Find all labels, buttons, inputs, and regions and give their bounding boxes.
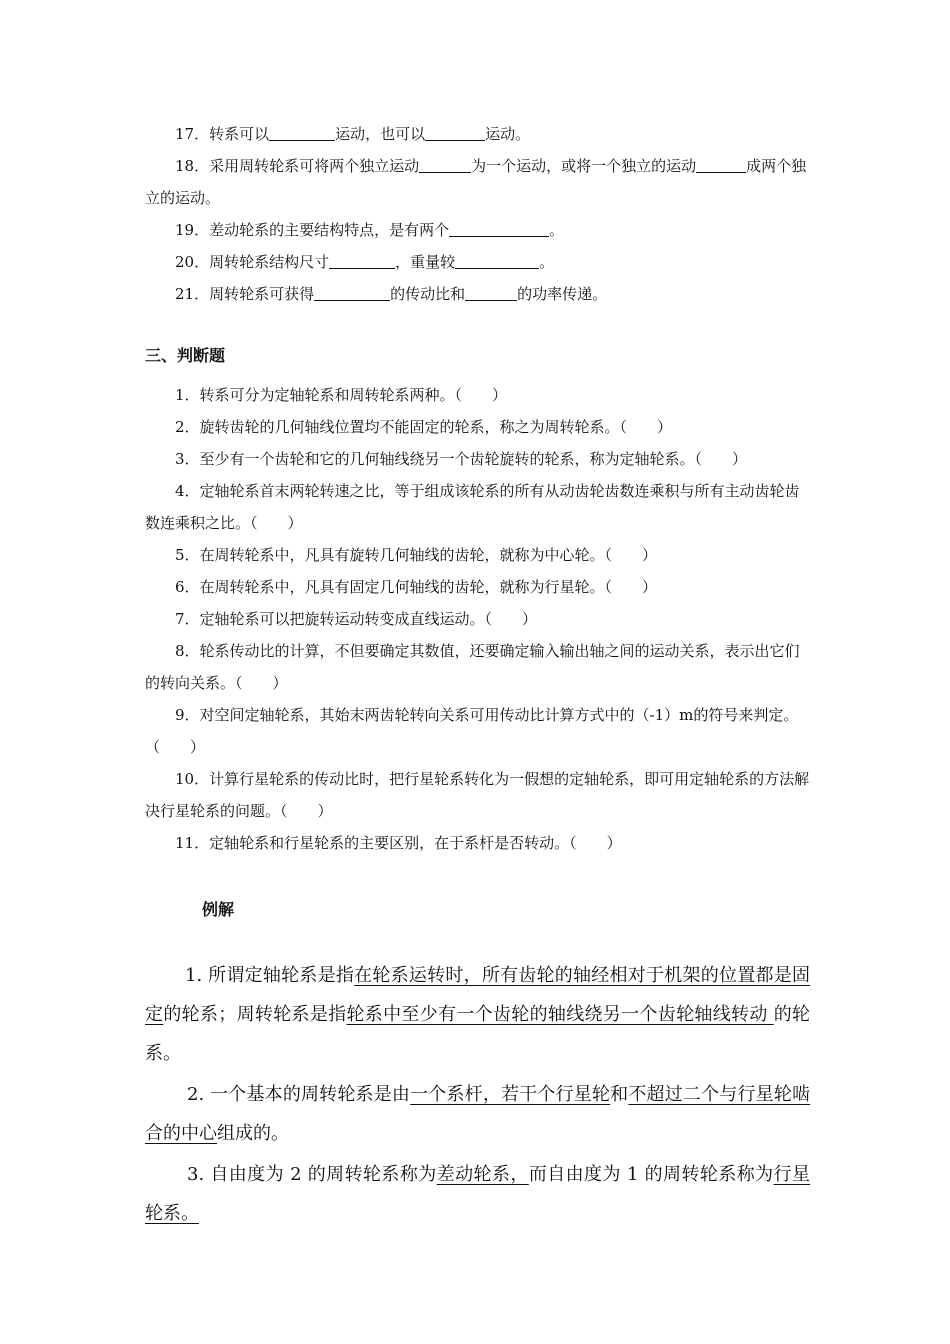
judge-items bbox=[145, 379, 810, 859]
fill-item-20: 20．周转轮系结构尺寸 ，重量较 。 bbox=[145, 246, 810, 278]
example-paragraph-2: 2. 一个基本的周转轮系是由一个系杆，若干个行星轮和不超过二个与行星轮啮合的中心组成的。 bbox=[145, 1084, 811, 1144]
example-paragraph-1: 1. 所谓定轴轮系是指在轮系运转时，所有齿轮的轴经相对于机架的位置都是固定的轮系；周转轮系是指轮系中至少有一个齿轮的轴线绕另一个齿轮轴线转动 的轮系。 bbox=[145, 965, 811, 1064]
underlined-answer: 行星轮系。 bbox=[145, 1164, 810, 1224]
underlined-answer: 一个系杆，若干个行星轮 bbox=[410, 1084, 611, 1105]
example-paragraph-3: 3. 自由度为 2 的周转轮系称为差动轮系，而自由度为 1 的周转轮系称为行星轮系。 bbox=[145, 1164, 810, 1224]
underlined-answer: 不超过二个与行星轮啮合的中心 bbox=[145, 1084, 811, 1144]
answer-blank bbox=[314, 282, 390, 301]
answer-blank bbox=[696, 154, 746, 173]
example-heading: 例解 bbox=[202, 900, 235, 919]
fill-item-18: 18．采用周转轮系可将两个独立运动 为一个运动，或将一个独立的运动 成两个独立的运动。 bbox=[145, 150, 810, 214]
section-heading: 三、判断题 bbox=[145, 346, 226, 365]
answer-blank bbox=[269, 122, 335, 141]
judge-item: 7．定轴轮系可以把旋转运动转变成直线运动。（ ） bbox=[175, 610, 538, 628]
answer-blank bbox=[425, 122, 485, 141]
answer-blank bbox=[329, 250, 395, 269]
judge-item: 8．轮系传动比的计算，不但要确定其数值，还要确定输入输出轴之间的运动关系，表示出它们的转向关系。（ ） bbox=[145, 642, 800, 692]
answer-blank bbox=[419, 154, 471, 173]
underlined-answer: 在轮系运转时，所有齿轮的轴经相对于机架的位置都是固定 bbox=[145, 965, 810, 1025]
judge-item: 10．计算行星轮系的传动比时，把行星轮系转化为一假想的定轴轮系，即可用定轴轮系的方法解决行星轮系的问题。（ ） bbox=[145, 770, 810, 820]
underlined-answer: 轮系中至少有一个齿轮的轴线绕另一个齿轮轴线转动 bbox=[346, 1004, 774, 1025]
answer-blank bbox=[465, 282, 517, 301]
judge-item: 9．对空间定轴轮系，其始末两齿轮转向关系可用传动比计算方式中的（-1）m的符号来判定。（ ） bbox=[145, 706, 799, 756]
judge-item: 2．旋转齿轮的几何轴线位置均不能固定的轮系，称之为周转轮系。（ ） bbox=[175, 418, 673, 436]
fill-item-21: 21．周转轮系可获得 的传动比和 的功率传递。 bbox=[145, 278, 810, 310]
answer-blank bbox=[455, 250, 539, 269]
judge-item: 11．定轴轮系和行星轮系的主要区别，在于系杆是否转动。（ ） bbox=[175, 834, 622, 852]
fill-items bbox=[145, 118, 810, 310]
judge-item: 4．定轴轮系首末两轮转速之比，等于组成该轮系的所有从动齿轮齿数连乘积与所有主动齿轮齿数连乘积之比。（ ） bbox=[145, 482, 800, 532]
fill-item-19: 19．差动轮系的主要结构特点，是有两个 。 bbox=[145, 214, 810, 246]
judge-item: 3．至少有一个齿轮和它的几何轴线绕另一个齿轮旋转的轮系，称为定轴轮系。（ ） bbox=[175, 450, 748, 468]
judge-item: 1．转系可分为定轴轮系和周转轮系两种。（ ） bbox=[175, 386, 508, 404]
judge-item: 5．在周转轮系中，凡具有旋转几何轴线的齿轮，就称为中心轮。（ ） bbox=[175, 546, 658, 564]
answer-blank bbox=[449, 218, 549, 237]
example-answers bbox=[145, 956, 810, 1233]
judge-item: 6．在周转轮系中，凡具有固定几何轴线的齿轮，就称为行星轮。（ ） bbox=[175, 578, 658, 596]
underlined-answer: 差动轮系， bbox=[436, 1164, 529, 1185]
fill-item-17: 17．转系可以 运动，也可以 运动。 bbox=[145, 118, 810, 150]
